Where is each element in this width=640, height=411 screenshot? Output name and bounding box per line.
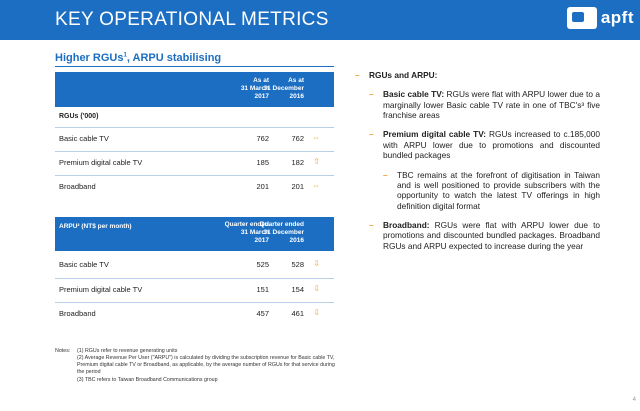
subtitle-rest: , ARPU stabilising <box>126 52 222 64</box>
dash-bullet-icon: – <box>383 169 388 180</box>
rgu-table-header <box>55 72 334 107</box>
table-row <box>55 304 334 324</box>
arpu-table-header <box>55 217 334 251</box>
row-value-prior: 528 <box>291 260 304 269</box>
row-label: Premium digital cable TV <box>59 285 143 294</box>
dash-bullet-icon: – <box>369 219 374 230</box>
dash-bullet-icon: – <box>355 70 360 80</box>
bullet-tbc-digitisation: – TBC remains at the forefront of digitisation in Taiwan and is well positioned to provide subscribers with the opportunity to watch the latest TV offerings in high definition digital format <box>383 169 600 211</box>
rgu-col3-header: As at 31 December 2016 <box>263 77 304 101</box>
page-number: 4 <box>632 397 636 403</box>
table-row <box>55 255 334 275</box>
table-row <box>55 280 334 300</box>
subtitle-underline <box>55 66 334 67</box>
commentary-panel <box>355 70 600 251</box>
row-value-current: 201 <box>256 182 269 191</box>
rgu-col2-header: As at 31 March 2017 <box>240 77 269 101</box>
table-row <box>55 153 334 173</box>
bullet-premium-digital: – Premium digital cable TV: RGUs increased to c.185,000 with ARPU lower due to promotions and discounted bundled packages <box>369 129 600 161</box>
row-value-prior: 201 <box>291 182 304 191</box>
divider <box>55 127 334 128</box>
divider <box>55 175 334 176</box>
dash-bullet-icon: – <box>369 89 374 100</box>
bullet-basic-cable: – Basic cable TV: RGUs were flat with ARPU lower due to a marginally lower Basic cable TV rate in one of TBC's³ five franchise areas <box>369 89 600 121</box>
section-subtitle <box>55 52 221 64</box>
footnotes <box>55 348 337 384</box>
row-label: Basic cable TV <box>59 260 109 269</box>
row-value-current: 151 <box>256 285 269 294</box>
arpu-col3-header: Quarter ended 31 December 2016 <box>259 221 304 245</box>
logo-icon <box>567 7 597 29</box>
company-logo <box>567 7 634 29</box>
arrow-down-icon: ⇩ <box>313 259 320 268</box>
footnote-3: (3) TBC refers to Taiwan Broadband Communications group <box>77 376 218 383</box>
page-title: KEY OPERATIONAL METRICS <box>55 9 329 30</box>
row-value-current: 185 <box>256 158 269 167</box>
notes-label: Notes: <box>55 348 71 354</box>
row-label: Premium digital cable TV <box>59 158 143 167</box>
table-row <box>55 129 334 149</box>
row-label: Broadband <box>59 182 96 191</box>
logo-text: apft <box>600 8 634 27</box>
arpu-col2-header: Quarter ended 31 March 2017 <box>224 221 269 245</box>
arrow-down-icon: ⇩ <box>313 308 320 317</box>
arrow-left-right-icon: ⇔ <box>312 133 320 142</box>
row-value-current: 525 <box>256 260 269 269</box>
commentary-heading: – RGUs and ARPU: <box>355 70 438 80</box>
row-value-prior: 461 <box>291 309 304 318</box>
arrow-down-icon: ⇩ <box>313 284 320 293</box>
rgu-section-label: RGUs ('000) <box>59 113 99 120</box>
arpu-table <box>55 217 334 332</box>
table-row <box>55 177 334 197</box>
footnote-2: (2) Average Revenue Per User ("ARPU") is calculated by dividing the subscription revenue for Basic cable TV, Premium digital cable TV or Broadband, as applicable, by the average number of RGUs for that service during the period <box>77 355 335 376</box>
subtitle-footnote: 1 <box>123 52 127 59</box>
row-value-prior: 762 <box>291 134 304 143</box>
rgu-table <box>55 72 334 202</box>
divider <box>55 302 334 303</box>
arrow-left-right-icon: ⇔ <box>312 181 320 190</box>
arrow-up-icon: ⇧ <box>313 157 320 166</box>
row-label: Basic cable TV <box>59 134 109 143</box>
bullet-broadband: – Broadband: RGUs were flat with ARPU lower due to promotions and discounted bundled packages. Broadband RGUs and ARPU expected to increase during the year <box>369 219 600 251</box>
subtitle-text: Higher RGUs <box>55 52 124 64</box>
dash-bullet-icon: – <box>369 129 374 140</box>
header-bar <box>0 0 640 40</box>
divider <box>55 278 334 279</box>
footnote-1: (1) RGUs refer to revenue generating units <box>77 348 178 354</box>
divider <box>55 151 334 152</box>
row-value-current: 457 <box>256 309 269 318</box>
row-label: Broadband <box>59 309 96 318</box>
row-value-current: 762 <box>256 134 269 143</box>
row-value-prior: 182 <box>291 158 304 167</box>
row-value-prior: 154 <box>291 285 304 294</box>
arpu-col1-header: ARPU² (NT$ per month) <box>59 223 132 230</box>
